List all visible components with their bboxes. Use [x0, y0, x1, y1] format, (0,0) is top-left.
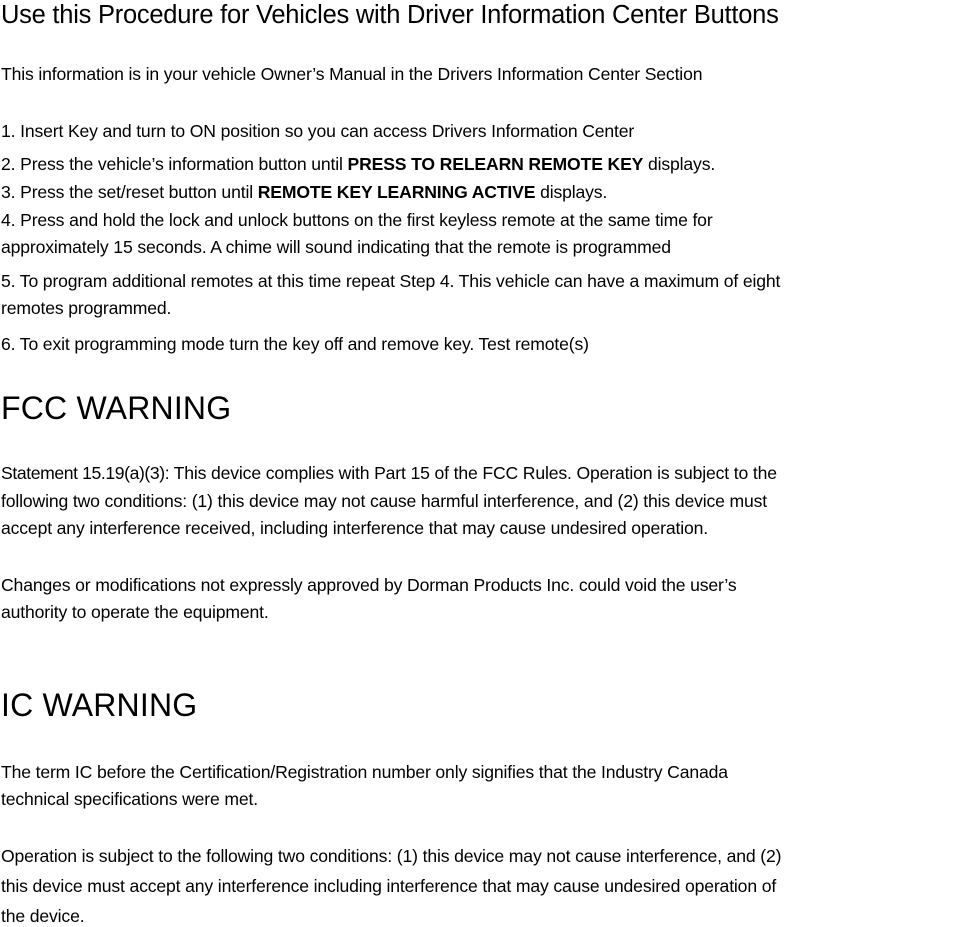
step-3-text-after: displays. [535, 182, 608, 202]
fcc-para-1-line-1 [1, 463, 777, 483]
fcc-para-1-line-1-text: This device complies with Part 15 of the FCC Rules. Operation is subject to the [169, 463, 777, 483]
step-1: 1. Insert Key and turn to ON position so you can access Drivers Information Center [1, 121, 635, 141]
step-3 [1, 182, 607, 202]
step-4-line-1: 4. Press and hold the lock and unlock buttons on the first keyless remote at the same time for [1, 210, 713, 230]
step-5-line-2: remotes programmed. [1, 298, 172, 318]
ic-para-2-line-3: the device. [1, 906, 85, 926]
fcc-para-1-line-2: following two conditions: (1) this device may not cause harmful interference, and (2) this device must [1, 491, 768, 511]
procedure-title: Use this Procedure for Vehicles with Driver Information Center Buttons [1, 1, 779, 29]
fcc-warning-heading: FCC WARNING [1, 390, 232, 426]
ic-para-2-line-2: this device must accept any interference including interference that may cause undesired operation of [1, 876, 777, 896]
fcc-para-1-line-3: accept any interference received, including interference that may cause undesired operation. [1, 518, 708, 538]
fcc-statement-label: Statement 15.19(a)(3): [1, 463, 170, 483]
ic-para-1-line-1: The term IC before the Certification/Registration number only signifies that the Industry Canada [1, 762, 728, 782]
step-2 [1, 154, 715, 174]
step-2-text-before: 2. Press the vehicle’s information button until [1, 154, 348, 174]
procedure-intro: This information is in your vehicle Owner’s Manual in the Drivers Information Center Section [1, 64, 703, 84]
step-6: 6. To exit programming mode turn the key off and remove key. Test remote(s) [1, 334, 589, 354]
step-2-bold-text: PRESS TO RELEARN REMOTE KEY [347, 154, 644, 174]
step-2-text-after: displays. [643, 154, 716, 174]
fcc-para-2-line-2: authority to operate the equipment. [1, 602, 269, 622]
ic-para-2-line-1: Operation is subject to the following two conditions: (1) this device may not cause interference, and (2) [1, 846, 782, 866]
step-4-line-2: approximately 15 seconds. A chime will sound indicating that the remote is programmed [1, 237, 671, 257]
ic-warning-heading: IC WARNING [1, 687, 198, 723]
step-3-bold-text: REMOTE KEY LEARNING ACTIVE [257, 182, 536, 202]
ic-para-1-line-2: technical specifications were met. [1, 789, 258, 809]
step-5-line-1: 5. To program additional remotes at this time repeat Step 4. This vehicle can have a maximum of eight [1, 271, 781, 291]
step-3-text-before: 3. Press the set/reset button until [1, 182, 258, 202]
fcc-para-2-line-1: Changes or modifications not expressly approved by Dorman Products Inc. could void the user’s [1, 575, 737, 595]
